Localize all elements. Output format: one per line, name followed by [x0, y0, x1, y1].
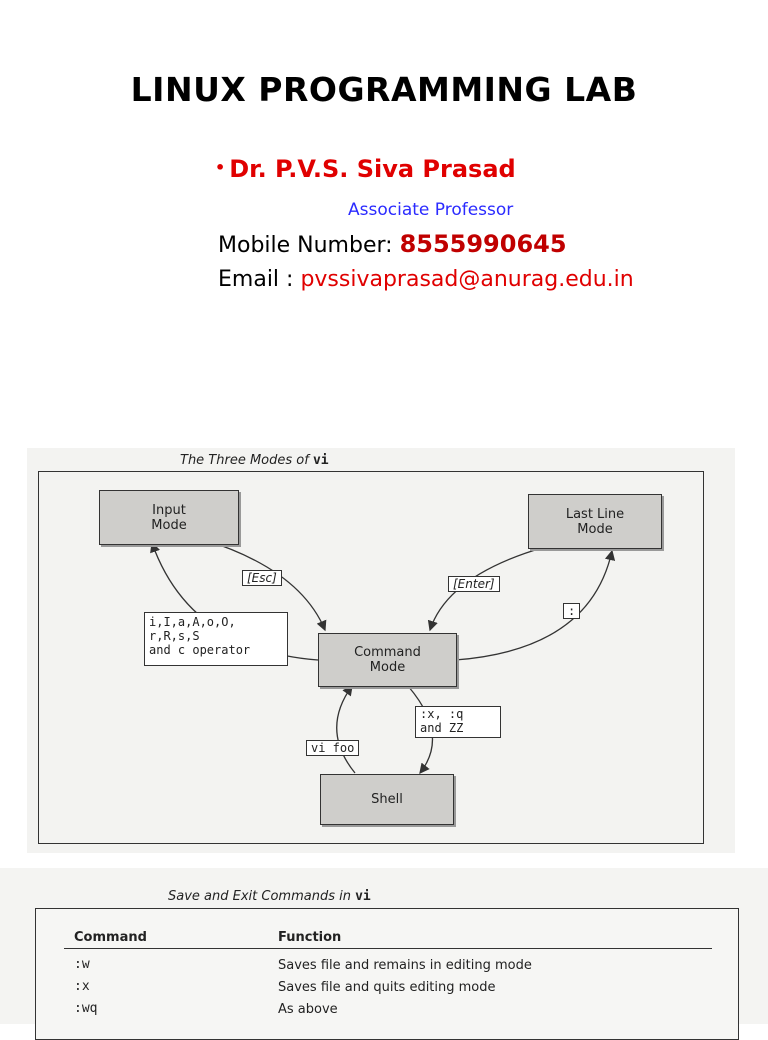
mobile-label: Mobile Number: — [218, 233, 400, 258]
colon-label: : — [563, 603, 580, 619]
slide-title: LINUX PROGRAMMING LAB — [130, 70, 638, 109]
table-header-divider — [64, 948, 712, 949]
esc-label: [Esc] — [242, 570, 282, 586]
arrow-shell-to-command — [337, 686, 355, 773]
figure-caption-code: vi — [312, 453, 329, 468]
table-caption-code: vi — [355, 889, 371, 904]
input-commands-box: i,I,a,A,o,O, r,R,s,S and c operator — [144, 612, 288, 666]
input-mode-box: Input Mode — [99, 490, 239, 545]
presenter-role: Associate Professor — [348, 200, 514, 220]
commands-table — [35, 908, 739, 1040]
email-value: pvssivaprasad@anurag.edu.in — [300, 267, 634, 292]
table-row-function: As above — [278, 1002, 338, 1017]
email-label: Email : — [218, 267, 301, 292]
figure-caption-text: The Three Modes of — [180, 453, 313, 468]
bullet: • — [215, 158, 226, 177]
table-row-command: :wq — [74, 1001, 98, 1016]
presenter-name-text: Dr. P.V.S. Siva Prasad — [229, 155, 516, 183]
arrow-command-to-lastline — [455, 551, 612, 660]
table-row-command: :w — [74, 957, 90, 972]
enter-label: [Enter] — [448, 576, 500, 592]
exit-commands-label: :x, :q and ZZ — [415, 706, 501, 738]
vi-foo-label: vi foo — [306, 740, 359, 756]
table-caption-text: Save and Exit Commands in — [168, 889, 356, 904]
table-row-function: Saves file and quits editing mode — [278, 980, 496, 995]
shell-box: Shell — [320, 774, 454, 825]
table-row-command: :x — [74, 979, 90, 994]
table-caption — [168, 889, 371, 904]
last-line-mode-box: Last Line Mode — [528, 494, 662, 549]
table-header-function: Function — [278, 930, 342, 945]
table-header-command: Command — [74, 930, 147, 945]
command-mode-box: Command Mode — [318, 633, 457, 687]
mobile-value: 8555990645 — [399, 230, 567, 258]
table-row-function: Saves file and remains in editing mode — [278, 958, 532, 973]
